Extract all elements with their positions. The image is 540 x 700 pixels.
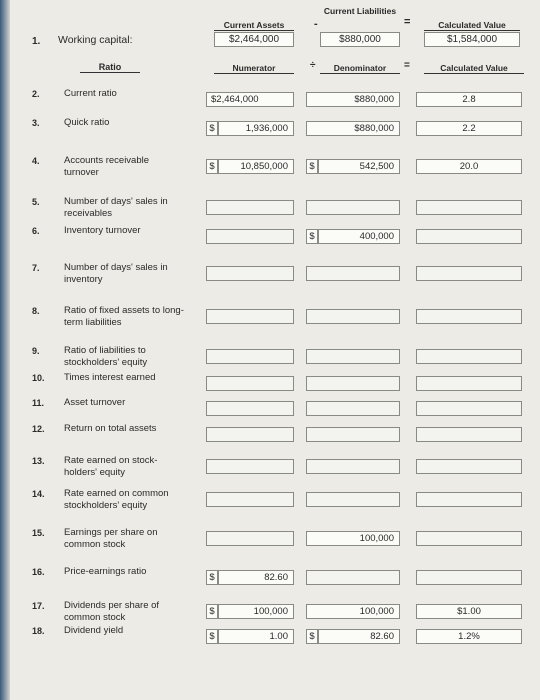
- row-number: 10.: [32, 373, 45, 383]
- calculated-value-input[interactable]: [416, 229, 522, 244]
- denominator-input[interactable]: [306, 309, 400, 324]
- calculated-value-input[interactable]: 1.2%: [416, 629, 522, 644]
- ratio-label: Ratio of fixed assets to long-term liabilities: [64, 305, 184, 328]
- denominator-input[interactable]: [306, 266, 400, 281]
- numerator-input[interactable]: [206, 200, 294, 215]
- denominator-input[interactable]: [306, 427, 400, 442]
- calculated-value-input[interactable]: [416, 266, 522, 281]
- numerator-input[interactable]: [206, 266, 294, 281]
- denominator-input[interactable]: [306, 376, 400, 391]
- working-capital-label: Working capital:: [58, 34, 133, 46]
- denominator-input[interactable]: [306, 349, 400, 364]
- calculated-value-input[interactable]: 2.2: [416, 121, 522, 136]
- denominator-input[interactable]: 100,000: [306, 531, 400, 546]
- numerator-currency: $: [206, 629, 218, 644]
- row-number: 9.: [32, 346, 40, 356]
- denominator-header: Denominator: [320, 63, 400, 74]
- calculated-value-input[interactable]: [416, 309, 522, 324]
- ratio-label: Accounts receivable turnover: [64, 155, 150, 178]
- numerator-header: Numerator: [214, 63, 294, 74]
- current-liabilities-header: Current Liabilities: [323, 6, 397, 16]
- denominator-input[interactable]: $880,000: [306, 92, 400, 107]
- calculated-value-input[interactable]: [416, 376, 522, 391]
- numerator-currency: $: [206, 570, 218, 585]
- ratio-label: Ratio of liabilities to stockholders' equity: [64, 345, 148, 368]
- numerator-input[interactable]: [206, 459, 294, 474]
- row-number: 13.: [32, 456, 45, 466]
- numerator-input[interactable]: 100,000: [218, 604, 294, 619]
- denominator-input[interactable]: 400,000: [318, 229, 400, 244]
- calculated-value-input[interactable]: [416, 459, 522, 474]
- row-number: 11.: [32, 398, 45, 408]
- row-number: 2.: [32, 89, 40, 99]
- denominator-input[interactable]: $880,000: [306, 121, 400, 136]
- row-number: 3.: [32, 118, 40, 128]
- row-number: 18.: [32, 626, 45, 636]
- row-number: 4.: [32, 156, 40, 166]
- row-number: 8.: [32, 306, 40, 316]
- calculated-value-input[interactable]: [416, 349, 522, 364]
- calculated-value-input[interactable]: [416, 427, 522, 442]
- numerator-input[interactable]: [206, 309, 294, 324]
- row-number: 1.: [32, 36, 41, 47]
- denominator-input[interactable]: 100,000: [306, 604, 400, 619]
- denominator-currency: $: [306, 229, 318, 244]
- equals-sign-header: =: [404, 60, 410, 71]
- numerator-input[interactable]: 10,850,000: [218, 159, 294, 174]
- denominator-input[interactable]: 542,500: [318, 159, 400, 174]
- divide-sign: ÷: [310, 60, 316, 71]
- numerator-input[interactable]: $2,464,000: [206, 92, 294, 107]
- calculated-value-input[interactable]: [416, 401, 522, 416]
- numerator-currency: $: [206, 604, 218, 619]
- ratio-label: Inventory turnover: [64, 225, 141, 236]
- numerator-input[interactable]: [206, 229, 294, 244]
- ratio-label: Rate earned on stock-holders' equity: [64, 455, 158, 478]
- ratio-label: Rate earned on common stockholders' equity: [64, 488, 169, 511]
- denominator-input[interactable]: [306, 401, 400, 416]
- row-number: 17.: [32, 601, 45, 611]
- ratio-label: Number of days' sales in receivables: [64, 196, 168, 219]
- ratio-label: Return on total assets: [64, 423, 157, 434]
- ratio-label: Dividend yield: [64, 625, 124, 636]
- denominator-input[interactable]: 82.60: [318, 629, 400, 644]
- ratio-label: Price-earnings ratio: [64, 566, 147, 577]
- denominator-input[interactable]: [306, 200, 400, 215]
- calculated-value-input[interactable]: [416, 492, 522, 507]
- numerator-currency: $: [206, 159, 218, 174]
- calculated-value-input[interactable]: [416, 570, 522, 585]
- numerator-input[interactable]: [206, 492, 294, 507]
- calculated-value-input[interactable]: $1.00: [416, 604, 522, 619]
- row-number: 14.: [32, 489, 45, 499]
- ratio-label: Times interest earned: [64, 372, 156, 383]
- ratio-label: Number of days' sales in inventory: [64, 262, 168, 285]
- ratio-header: Ratio: [80, 62, 140, 73]
- numerator-input[interactable]: 1,936,000: [218, 121, 294, 136]
- calculated-value-input[interactable]: [416, 200, 522, 215]
- calculated-value-input[interactable]: [416, 531, 522, 546]
- calculated-header: Calculated Value: [424, 63, 524, 74]
- calculated-value-input[interactable]: 2.8: [416, 92, 522, 107]
- numerator-input[interactable]: [206, 427, 294, 442]
- denominator-currency: $: [306, 159, 318, 174]
- row-number: 15.: [32, 528, 45, 538]
- denominator-input[interactable]: [306, 492, 400, 507]
- denominator-input[interactable]: [306, 570, 400, 585]
- row-number: 6.: [32, 226, 40, 236]
- numerator-input[interactable]: [206, 401, 294, 416]
- numerator-input[interactable]: [206, 376, 294, 391]
- numerator-input[interactable]: [206, 531, 294, 546]
- current-assets-value[interactable]: $2,464,000: [214, 32, 294, 47]
- numerator-input[interactable]: 1.00: [218, 629, 294, 644]
- denominator-input[interactable]: [306, 459, 400, 474]
- numerator-currency: $: [206, 121, 218, 136]
- calculated-value-header: Calculated Value: [424, 20, 520, 31]
- ratio-label: Earnings per share on common stock: [64, 527, 158, 550]
- equals-sign: =: [404, 16, 411, 28]
- ratio-label: Quick ratio: [64, 117, 110, 128]
- current-assets-header: Current Assets: [214, 20, 294, 31]
- ratio-label: Current ratio: [64, 88, 117, 99]
- row-number: 7.: [32, 263, 40, 273]
- numerator-input[interactable]: [206, 349, 294, 364]
- page-edge-shadow: [0, 0, 10, 700]
- row-number: 12.: [32, 424, 45, 434]
- denominator-currency: $: [306, 629, 318, 644]
- numerator-input[interactable]: 82.60: [218, 570, 294, 585]
- ratio-label: Dividends per share of common stock: [64, 600, 160, 623]
- working-capital-calculated-value[interactable]: $1,584,000: [424, 32, 520, 47]
- row-number: 16.: [32, 567, 45, 577]
- current-liabilities-value[interactable]: $880,000: [320, 32, 400, 47]
- ratio-label: Asset turnover: [64, 397, 126, 408]
- row-number: 5.: [32, 197, 40, 207]
- calculated-value-input[interactable]: 20.0: [416, 159, 522, 174]
- minus-sign: -: [314, 18, 318, 30]
